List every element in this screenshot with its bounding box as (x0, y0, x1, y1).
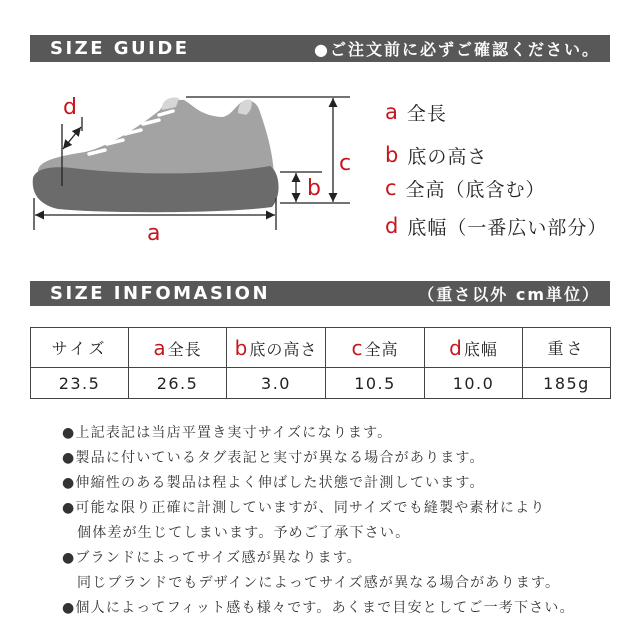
legend-letter: a (385, 100, 398, 124)
note-item: ●ブランドによってサイズ感が異なります。 (62, 550, 362, 566)
note-continuation: 同じブランドでもデザインによってサイズ感が異なる場合があります。 (77, 575, 561, 591)
note-item: ●製品に付いているタグ表記と実寸が異なる場合があります。 (62, 450, 485, 466)
dimension-d-arrow (63, 127, 81, 149)
size-table (30, 327, 611, 399)
header-length (129, 328, 227, 368)
dimension-b-sole-height (280, 172, 322, 202)
note-item: ●上記表記は当店平置き実寸サイズになります。 (62, 425, 393, 441)
cell-size: 23.5 (31, 368, 129, 399)
note-continuation: 個体差が生じてしまいます。予めご了承下さい。 (77, 525, 411, 541)
unit-note: （重さ以外 cm単位） (418, 285, 600, 304)
legend-item-c (385, 174, 546, 202)
header-size (31, 328, 129, 368)
header-letter: b (234, 335, 249, 360)
legend-item-b (385, 141, 487, 169)
legend-letter: d (385, 214, 399, 238)
header-letter: a (153, 335, 167, 360)
dimension-a-label: a (147, 221, 161, 246)
size-info-bar (30, 281, 610, 306)
table-row (31, 368, 611, 399)
size-guide-bar (30, 35, 610, 62)
header-letter: d (449, 335, 463, 360)
legend-text: 底幅（一番広い部分） (407, 216, 608, 239)
note-item: ●伸縮性のある製品は程よく伸ばした状態で計測しています。 (62, 475, 485, 491)
header-label: 重さ (547, 339, 586, 358)
note-item: ●個人によってフィット感も様々です。あくまで目安としてご一考下さい。 (62, 600, 575, 616)
cell-length: 26.5 (129, 368, 227, 399)
notes-list (62, 421, 575, 621)
legend-text: 底の高さ (407, 145, 488, 168)
size-guide-title: SIZE GUIDE (50, 38, 190, 59)
header-label: 全高 (364, 339, 399, 359)
cell-total-height: 10.5 (326, 368, 425, 399)
legend-letter: b (385, 143, 399, 167)
header-total-height (326, 328, 425, 368)
dimension-b-label: b (307, 176, 321, 201)
legend-text: 全高（底含む） (405, 178, 546, 201)
legend-item-d (385, 212, 607, 240)
header-sole-width (425, 328, 523, 368)
dimension-d-label: d (63, 95, 77, 120)
note-item: ●可能な限り正確に計測していますが、同サイズでも縫製や素材により (62, 500, 546, 516)
cell-weight: 185g (523, 368, 611, 399)
legend-letter: c (385, 176, 397, 200)
header-label: 底幅 (463, 339, 498, 359)
dimension-c-label: c (339, 151, 352, 176)
header-sole-height (227, 328, 326, 368)
legend-text: 全長 (406, 102, 447, 125)
cell-sole-height: 3.0 (227, 368, 326, 399)
legend-item-a (385, 98, 447, 126)
header-weight (523, 328, 611, 368)
size-info-title: SIZE INFOMASION (50, 283, 271, 304)
header-letter: c (351, 335, 364, 360)
header-label: サイズ (51, 339, 108, 358)
header-label: 全長 (167, 339, 202, 359)
shoe-measurement-diagram (0, 80, 380, 260)
header-label: 底の高さ (249, 339, 318, 359)
order-notice: ●ご注文前に必ずご確認ください。 (314, 40, 600, 59)
cell-sole-width: 10.0 (425, 368, 523, 399)
table-header-row (31, 328, 611, 368)
